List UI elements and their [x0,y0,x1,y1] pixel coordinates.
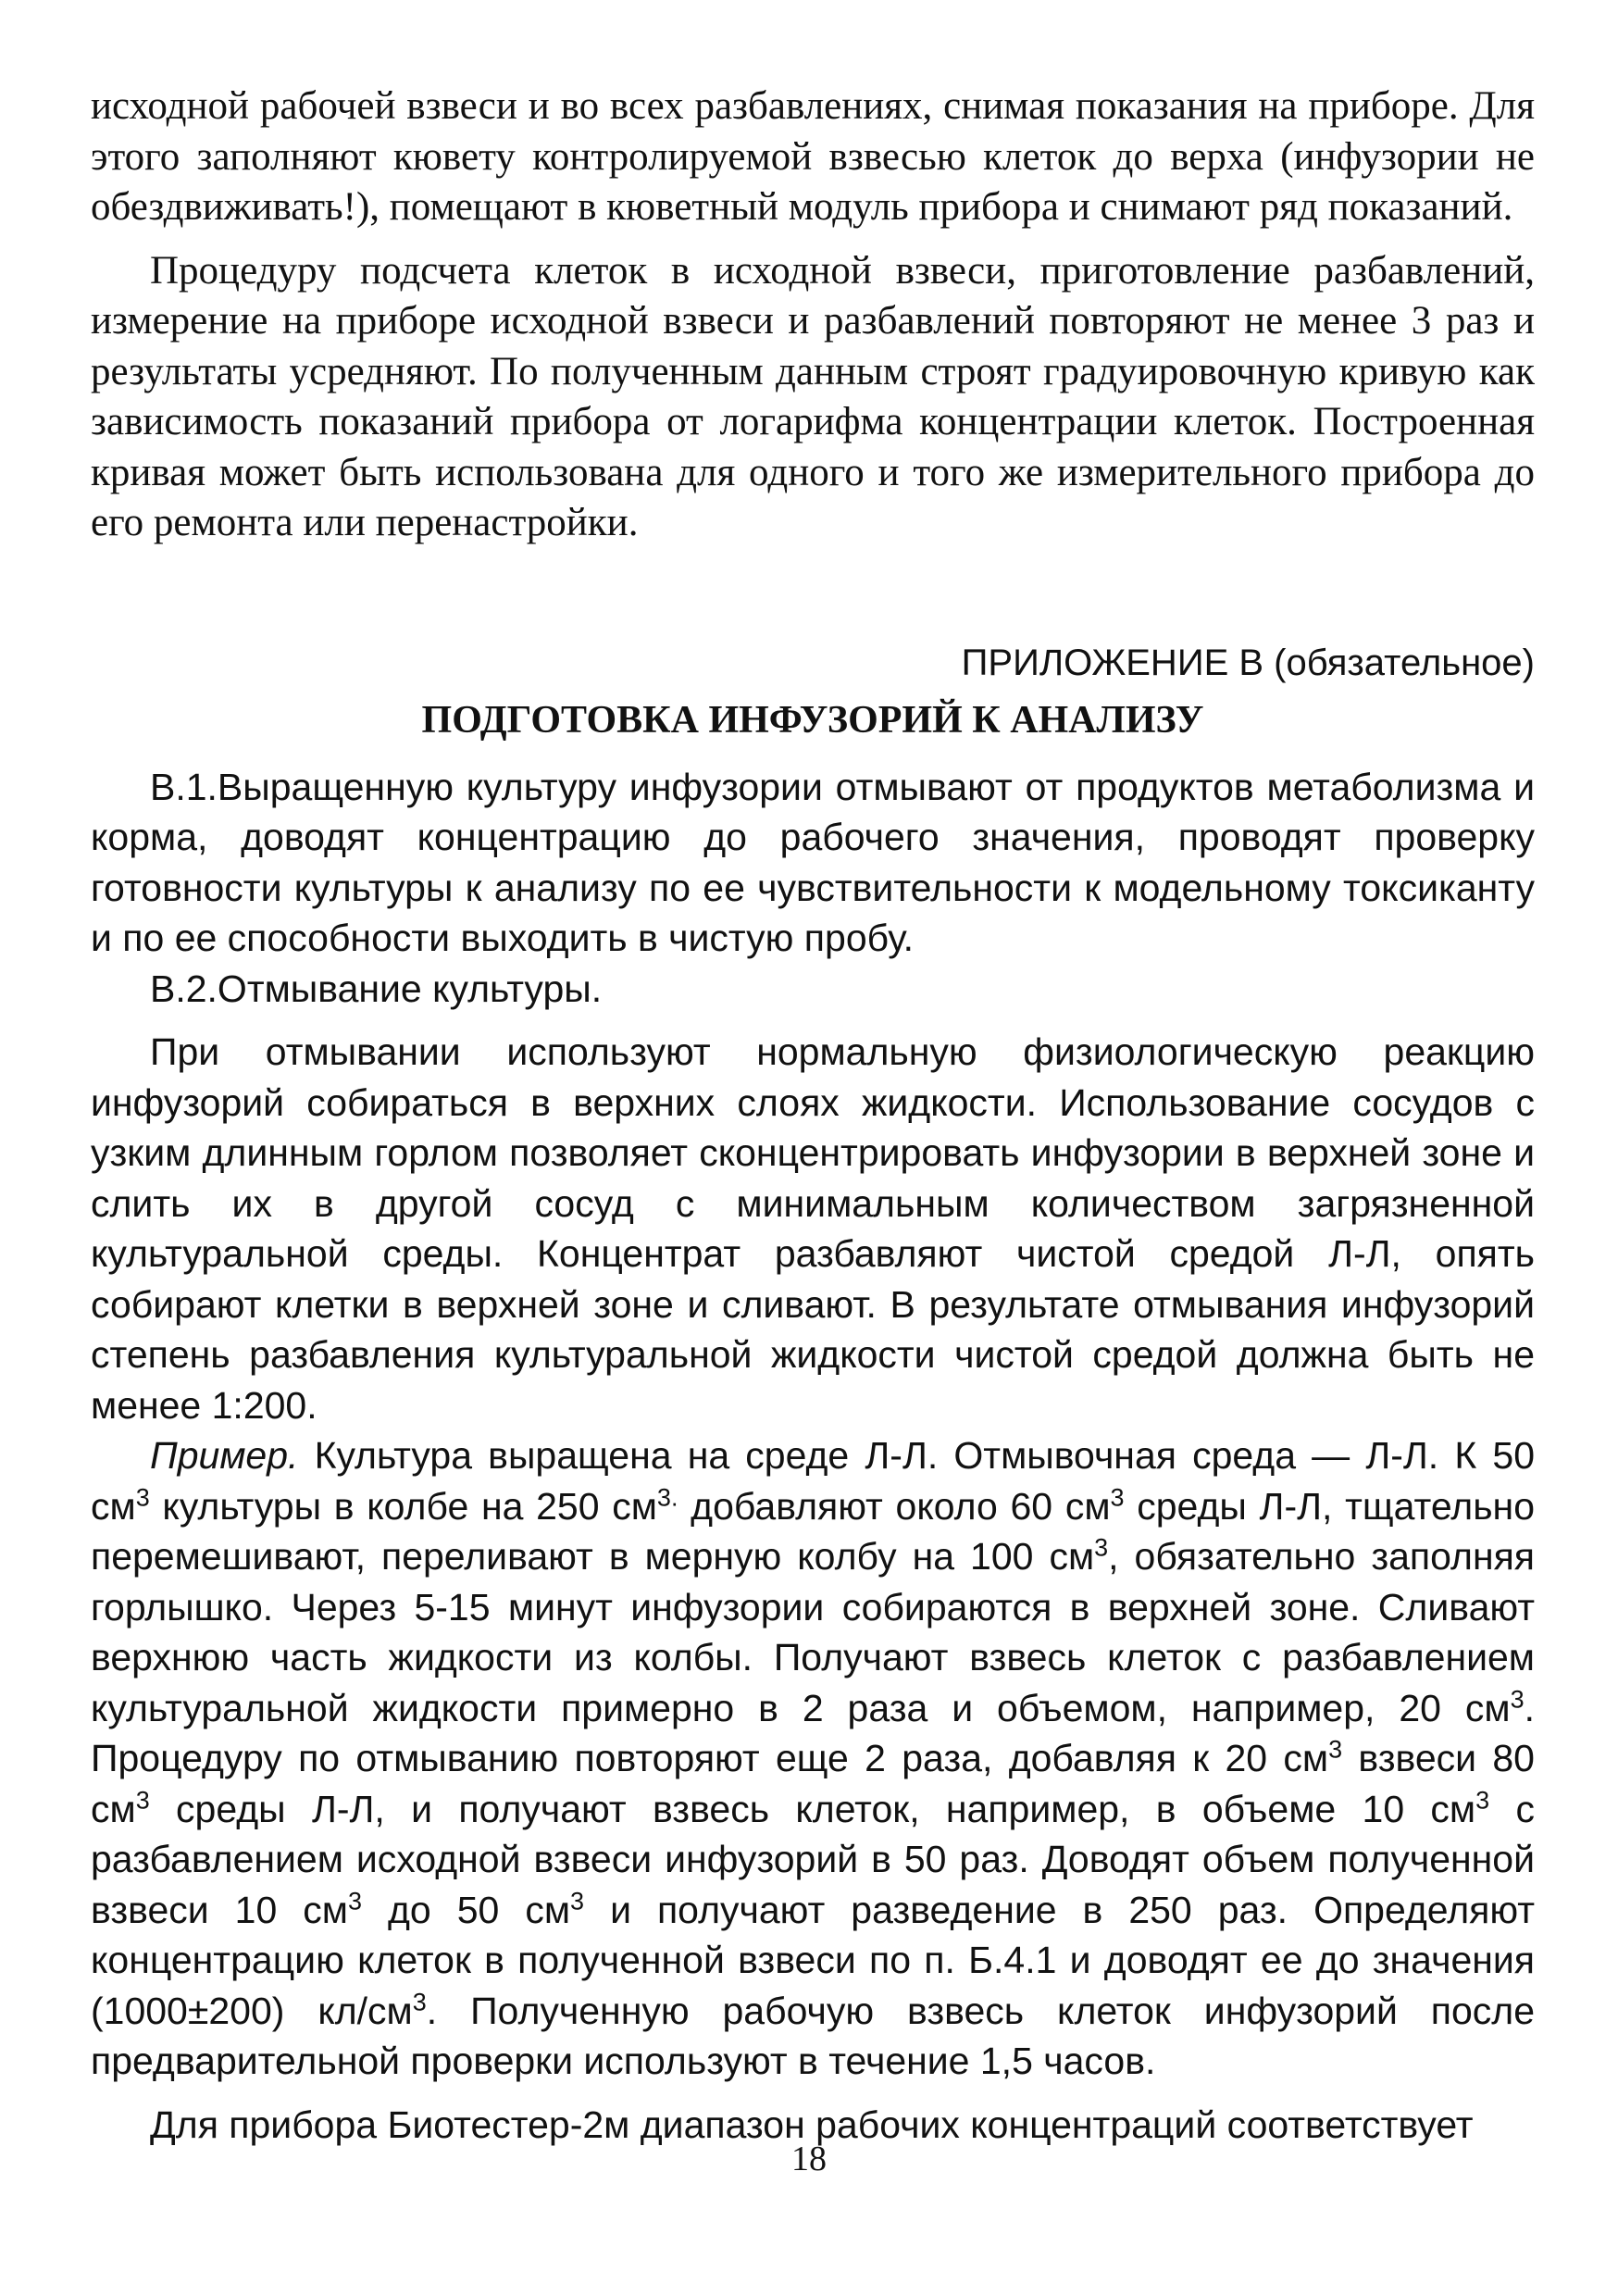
example-text-5: , обязательно заполняя горлышко. Через 5-15 минут инфузории собираются в верхней зоне. Сливают верхнюю часть жидкости из колбы. Получают взвесь клеток с разбавлением культуральной жидкости примерно в 2 раза и объемом, например, 20 см [91,1535,1535,1729]
example-label: Пример. [150,1434,299,1477]
example-text-10: до 50 см [361,1888,571,1931]
paragraph-biotester: Для прибора Биотестер-2м диапазон рабочих концентраций соответствует [150,2103,1474,2146]
paragraph-calibration-curve: Процедуру подсчета клеток в исходной взвеси, приготовление разбавлений, измерение на приборе исходной взвеси и разбавлений повторяют не менее 3 раз и результаты усредняют. По полученным данным строят градуировочную кривую как зависимость показаний прибора от логарифма концентрации клеток. Построенная кривая может быть использована для одного и того же измерительного прибора до его ремонта или перенастройки. [91,248,1535,544]
example-text-3: добавляют около 60 см [678,1484,1111,1528]
example-text-2: культуры в колбе на 250 см [149,1484,657,1528]
example-text-12: . Полученную рабочую взвесь клеток инфузорий после предварительной проверки используют в течение 1,5 часов. [91,1989,1535,2082]
example-text-7: взвеси 80 см [91,1737,1535,1830]
superscript: 3 [135,1482,150,1511]
section-heading: ПОДГОТОВКА ИНФУЗОРИЙ К АНАЛИЗУ [421,698,1204,742]
example-text-6: . Процедуру по отмыванию повторяют еще 2 раза, добавляя к 20 см [91,1686,1535,1779]
superscript: 3 [347,1886,362,1915]
superscript: 3 [135,1785,150,1814]
example-text-1: Культура выращена на среде Л-Л. Отмывочная среда — Л-Л. К 50 см [91,1434,1535,1528]
superscript: 3 [1475,1785,1490,1814]
appendix-label: ПРИЛОЖЕНИЕ В (обязательное) [961,642,1535,683]
clause-b1: В.1.Выращенную культуру инфузории отмывают от продуктов метаболизма и корма, доводят концентрацию до рабочего значения, проводят проверку готовности культуры к анализу по ее чувствительности к модельному токсиканту и по ее способности выходить в чистую пробу. [91,765,1535,959]
superscript: 3 [1110,1482,1125,1511]
superscript: 3. [656,1482,678,1511]
paragraph-example [91,1430,1535,2087]
example-text-4: среды Л-Л, тщательно перемешивают, переливают в мерную колбу на 100 см [91,1484,1536,1578]
paragraph-continuation: исходной рабочей взвеси и во всех разбавлениях, снимая показания на приборе. Для этого заполняют кювету контролируемой взвесью клеток до верха (инфузории не обездвиживать!), помещают в кюветный модуль прибора и снимают ряд показаний. [91,84,1535,229]
superscript: 3 [1510,1684,1525,1713]
superscript: 3 [1328,1735,1343,1764]
superscript: 3 [1094,1533,1109,1562]
example-text-11: и получают разведение в 250 раз. Определяют концентрацию клеток в полученной взвеси по п. Б.4.1 и доводят ее до значения (1000±200) кл/см [91,1888,1535,2032]
page-number: 18 [791,2140,827,2178]
document-body [91,81,1535,2150]
superscript: 3 [412,1987,427,2015]
clause-b2: В.2.Отмывание культуры. [150,967,603,1010]
paragraph-washing: При отмывании используют нормальную физиологическую реакцию инфузорий собираться в верхних слоях жидкости. Использование сосудов с узким длинным горлом позволяет сконцентрировать инфузории в верхней зоне и слить их в другой сосуд с минимальным количеством загрязненной культуральной среды. Концентрат разбавляют чистой средой Л-Л, опять собирают клетки в верхней зоне и сливают. В результате отмывания инфузорий степень разбавления культуральной жидкости чистой средой должна быть не менее 1:200. [91,1030,1535,1427]
example-text-8: среды Л-Л, и получают взвесь клеток, например, в объеме 10 см [149,1787,1476,1830]
example-text-9: с разбавлением исходной взвеси инфузорий в 50 раз. Доводят объем полученной взвеси 10 см [91,1787,1535,1931]
superscript: 3 [570,1886,585,1915]
